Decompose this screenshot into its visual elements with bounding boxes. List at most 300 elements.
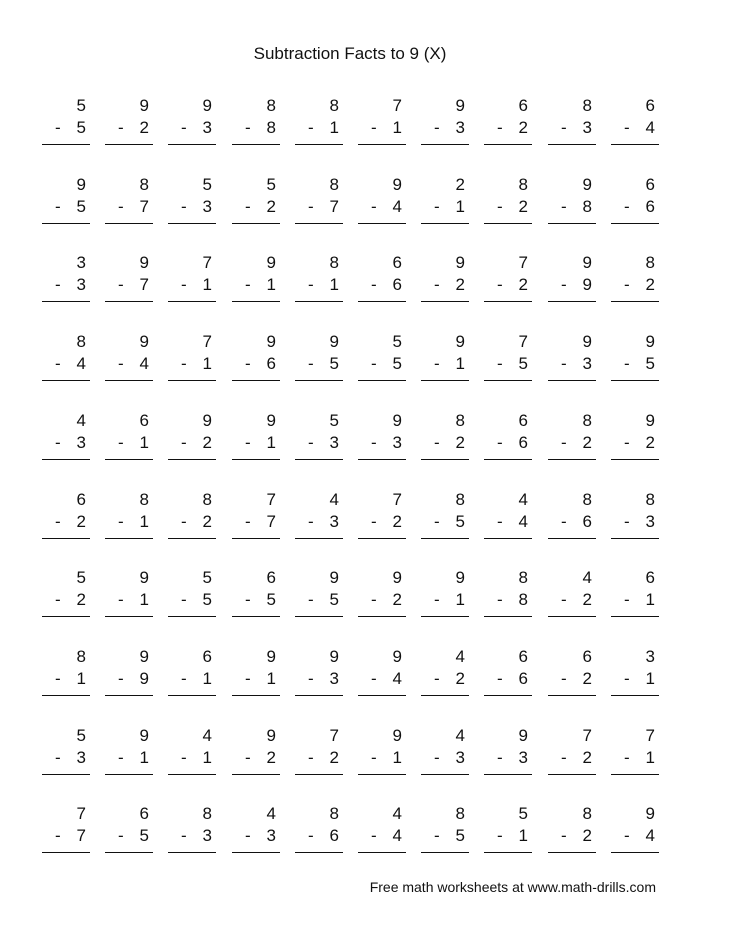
subtraction-problem: [42, 804, 90, 864]
subtraction-problem: [421, 568, 469, 628]
subtrahend: 5: [455, 512, 465, 531]
subtraction-problem: [168, 647, 216, 707]
answer-line: [358, 459, 406, 460]
minus-sign: -: [181, 748, 187, 767]
subtrahend: 1: [266, 669, 276, 688]
subtrahend: 4: [392, 669, 402, 688]
minus-sign: -: [624, 748, 630, 767]
minus-sign: -: [561, 433, 567, 452]
minuend: 6: [518, 96, 528, 115]
answer-line: [611, 538, 659, 539]
minuend: 9: [139, 332, 149, 351]
subtraction-problem: [42, 647, 90, 707]
subtrahend: 5: [518, 354, 528, 373]
subtraction-problem: [232, 253, 280, 313]
subtraction-problem: [105, 253, 153, 313]
minuend: 4: [329, 490, 339, 509]
answer-line: [358, 616, 406, 617]
answer-line: [611, 301, 659, 302]
minus-sign: -: [624, 433, 630, 452]
subtraction-problem: [548, 490, 596, 550]
answer-line: [295, 616, 343, 617]
subtrahend: 1: [455, 590, 465, 609]
answer-line: [105, 774, 153, 775]
answer-line: [358, 380, 406, 381]
subtraction-problem: [358, 411, 406, 471]
subtraction-problem: [358, 253, 406, 313]
minus-sign: -: [181, 275, 187, 294]
minuend: 6: [518, 647, 528, 666]
minuend: 9: [582, 332, 592, 351]
subtraction-problem: [42, 726, 90, 786]
subtrahend: 1: [139, 748, 149, 767]
minus-sign: -: [245, 197, 251, 216]
minuend: 8: [645, 490, 655, 509]
subtrahend: 1: [645, 669, 655, 688]
minuend: 8: [329, 253, 339, 272]
subtraction-problem: [232, 175, 280, 235]
subtrahend: 4: [139, 354, 149, 373]
minus-sign: -: [497, 354, 503, 373]
minuend: 8: [645, 253, 655, 272]
answer-line: [484, 616, 532, 617]
answer-line: [358, 144, 406, 145]
subtrahend: 5: [392, 354, 402, 373]
subtraction-problem: [484, 411, 532, 471]
minuend: 8: [76, 332, 86, 351]
subtrahend: 2: [392, 512, 402, 531]
subtraction-problem: [611, 175, 659, 235]
answer-line: [548, 144, 596, 145]
subtrahend: 2: [645, 275, 655, 294]
minus-sign: -: [371, 197, 377, 216]
minus-sign: -: [561, 275, 567, 294]
minus-sign: -: [245, 748, 251, 767]
subtraction-problem: [548, 647, 596, 707]
minus-sign: -: [371, 512, 377, 531]
subtraction-problem: [232, 332, 280, 392]
subtraction-problem: [42, 332, 90, 392]
subtrahend: 1: [645, 748, 655, 767]
answer-line: [358, 774, 406, 775]
minuend: 7: [266, 490, 276, 509]
minus-sign: -: [181, 669, 187, 688]
minus-sign: -: [371, 669, 377, 688]
subtrahend: 1: [392, 748, 402, 767]
minus-sign: -: [434, 433, 440, 452]
minuend: 9: [266, 726, 276, 745]
subtraction-problem: [42, 96, 90, 156]
minus-sign: -: [55, 590, 61, 609]
subtrahend: 2: [455, 669, 465, 688]
minuend: 6: [518, 411, 528, 430]
subtraction-problem: [484, 726, 532, 786]
minus-sign: -: [434, 197, 440, 216]
minuend: 8: [582, 96, 592, 115]
minus-sign: -: [561, 826, 567, 845]
subtrahend: 1: [455, 197, 465, 216]
subtrahend: 3: [329, 433, 339, 452]
minuend: 9: [139, 726, 149, 745]
subtraction-problem: [295, 490, 343, 550]
minuend: 9: [329, 332, 339, 351]
answer-line: [168, 538, 216, 539]
footer-credit: Free math worksheets at www.math-drills.com: [369, 879, 656, 895]
subtrahend: 5: [329, 590, 339, 609]
minuend: 3: [645, 647, 655, 666]
minus-sign: -: [561, 748, 567, 767]
subtrahend: 1: [329, 118, 339, 137]
subtraction-problem: [168, 332, 216, 392]
minuend: 9: [455, 96, 465, 115]
minuend: 2: [455, 175, 465, 194]
minuend: 7: [202, 332, 212, 351]
minus-sign: -: [371, 590, 377, 609]
answer-line: [295, 223, 343, 224]
minuend: 7: [329, 726, 339, 745]
minus-sign: -: [371, 433, 377, 452]
minuend: 9: [202, 96, 212, 115]
subtrahend: 1: [202, 354, 212, 373]
subtrahend: 1: [329, 275, 339, 294]
minuend: 8: [139, 175, 149, 194]
minuend: 8: [329, 175, 339, 194]
minus-sign: -: [55, 433, 61, 452]
answer-line: [295, 538, 343, 539]
answer-line: [168, 616, 216, 617]
minus-sign: -: [245, 590, 251, 609]
subtrahend: 3: [329, 512, 339, 531]
minus-sign: -: [181, 433, 187, 452]
minus-sign: -: [245, 512, 251, 531]
subtrahend: 1: [202, 669, 212, 688]
answer-line: [295, 774, 343, 775]
subtrahend: 1: [518, 826, 528, 845]
minus-sign: -: [308, 118, 314, 137]
subtrahend: 1: [266, 433, 276, 452]
subtraction-problem: [168, 490, 216, 550]
answer-line: [105, 852, 153, 853]
minuend: 8: [329, 96, 339, 115]
minuend: 7: [518, 253, 528, 272]
subtraction-problem: [484, 175, 532, 235]
minus-sign: -: [434, 512, 440, 531]
answer-line: [548, 852, 596, 853]
subtrahend: 6: [266, 354, 276, 373]
subtraction-problem: [232, 647, 280, 707]
minus-sign: -: [55, 826, 61, 845]
minuend: 8: [139, 490, 149, 509]
minus-sign: -: [561, 197, 567, 216]
subtrahend: 1: [455, 354, 465, 373]
subtrahend: 4: [392, 197, 402, 216]
answer-line: [232, 380, 280, 381]
answer-line: [548, 301, 596, 302]
minus-sign: -: [118, 748, 124, 767]
answer-line: [611, 852, 659, 853]
minuend: 5: [266, 175, 276, 194]
subtraction-problem: [168, 726, 216, 786]
answer-line: [105, 301, 153, 302]
answer-line: [168, 695, 216, 696]
subtrahend: 1: [645, 590, 655, 609]
minus-sign: -: [497, 512, 503, 531]
subtraction-problem: [484, 804, 532, 864]
subtraction-problem: [358, 490, 406, 550]
answer-line: [358, 538, 406, 539]
subtraction-problem: [168, 804, 216, 864]
minus-sign: -: [308, 512, 314, 531]
minus-sign: -: [497, 275, 503, 294]
answer-line: [295, 144, 343, 145]
subtrahend: 2: [582, 590, 592, 609]
subtraction-problem: [611, 647, 659, 707]
minus-sign: -: [434, 354, 440, 373]
subtrahend: 5: [76, 197, 86, 216]
subtraction-problem: [295, 411, 343, 471]
subtraction-problem: [548, 726, 596, 786]
minuend: 5: [76, 96, 86, 115]
minuend: 8: [202, 804, 212, 823]
minuend: 9: [329, 647, 339, 666]
minuend: 9: [76, 175, 86, 194]
subtrahend: 1: [392, 118, 402, 137]
minus-sign: -: [371, 826, 377, 845]
minuend: 4: [266, 804, 276, 823]
answer-line: [232, 774, 280, 775]
answer-line: [548, 538, 596, 539]
minuend: 7: [392, 96, 402, 115]
minuend: 8: [202, 490, 212, 509]
subtraction-problem: [105, 647, 153, 707]
subtrahend: 1: [139, 512, 149, 531]
subtraction-problem: [168, 253, 216, 313]
minus-sign: -: [434, 748, 440, 767]
minuend: 7: [518, 332, 528, 351]
minus-sign: -: [118, 590, 124, 609]
answer-line: [484, 144, 532, 145]
minus-sign: -: [371, 275, 377, 294]
answer-line: [168, 301, 216, 302]
answer-line: [421, 538, 469, 539]
subtraction-problem: [611, 490, 659, 550]
answer-line: [42, 144, 90, 145]
minus-sign: -: [118, 118, 124, 137]
minuend: 9: [139, 647, 149, 666]
minuend: 9: [582, 175, 592, 194]
answer-line: [358, 301, 406, 302]
minus-sign: -: [371, 354, 377, 373]
subtrahend: 3: [202, 118, 212, 137]
subtraction-problem: [42, 568, 90, 628]
subtraction-problem: [42, 253, 90, 313]
answer-line: [484, 852, 532, 853]
subtrahend: 6: [582, 512, 592, 531]
answer-line: [105, 144, 153, 145]
subtraction-problem: [611, 804, 659, 864]
answer-line: [421, 223, 469, 224]
answer-line: [42, 301, 90, 302]
minuend: 4: [518, 490, 528, 509]
answer-line: [484, 695, 532, 696]
answer-line: [232, 223, 280, 224]
subtrahend: 5: [202, 590, 212, 609]
subtrahend: 2: [582, 826, 592, 845]
minus-sign: -: [434, 275, 440, 294]
minus-sign: -: [434, 669, 440, 688]
minuend: 6: [645, 568, 655, 587]
answer-line: [42, 616, 90, 617]
subtrahend: 2: [329, 748, 339, 767]
minus-sign: -: [245, 826, 251, 845]
subtraction-problem: [105, 726, 153, 786]
subtrahend: 3: [76, 748, 86, 767]
subtraction-problem: [611, 411, 659, 471]
subtrahend: 2: [518, 197, 528, 216]
answer-line: [105, 538, 153, 539]
minuend: 9: [645, 332, 655, 351]
minus-sign: -: [371, 118, 377, 137]
subtrahend: 8: [266, 118, 276, 137]
answer-line: [42, 774, 90, 775]
answer-line: [42, 459, 90, 460]
minus-sign: -: [245, 669, 251, 688]
minuend: 8: [582, 490, 592, 509]
subtrahend: 4: [518, 512, 528, 531]
subtraction-problem: [611, 726, 659, 786]
subtrahend: 2: [392, 590, 402, 609]
subtrahend: 2: [582, 748, 592, 767]
subtraction-problem: [168, 411, 216, 471]
subtraction-problem: [358, 96, 406, 156]
minus-sign: -: [118, 669, 124, 688]
subtrahend: 1: [202, 275, 212, 294]
minuend: 6: [266, 568, 276, 587]
minuend: 9: [645, 411, 655, 430]
minuend: 5: [392, 332, 402, 351]
minus-sign: -: [118, 512, 124, 531]
minuend: 6: [645, 175, 655, 194]
minuend: 5: [76, 568, 86, 587]
subtraction-problem: [105, 332, 153, 392]
answer-line: [105, 380, 153, 381]
subtraction-problem: [295, 647, 343, 707]
subtraction-problem: [105, 490, 153, 550]
subtraction-problem: [42, 490, 90, 550]
subtrahend: 2: [266, 748, 276, 767]
subtraction-problem: [611, 96, 659, 156]
minuend: 9: [266, 411, 276, 430]
subtraction-problem: [105, 568, 153, 628]
answer-line: [42, 380, 90, 381]
answer-line: [484, 774, 532, 775]
minus-sign: -: [624, 275, 630, 294]
subtrahend: 8: [518, 590, 528, 609]
minuend: 8: [455, 411, 465, 430]
minus-sign: -: [497, 669, 503, 688]
minus-sign: -: [118, 354, 124, 373]
answer-line: [421, 459, 469, 460]
subtrahend: 3: [202, 197, 212, 216]
minus-sign: -: [55, 512, 61, 531]
subtraction-problem: [421, 96, 469, 156]
answer-line: [295, 380, 343, 381]
subtraction-problem: [105, 411, 153, 471]
subtrahend: 6: [518, 669, 528, 688]
minuend: 8: [329, 804, 339, 823]
subtrahend: 7: [139, 197, 149, 216]
minuend: 6: [139, 411, 149, 430]
subtraction-problem: [295, 96, 343, 156]
minus-sign: -: [118, 275, 124, 294]
answer-line: [421, 852, 469, 853]
subtrahend: 3: [76, 275, 86, 294]
subtraction-problem: [105, 804, 153, 864]
minuend: 5: [329, 411, 339, 430]
subtraction-problem: [421, 804, 469, 864]
subtrahend: 3: [455, 118, 465, 137]
answer-line: [168, 459, 216, 460]
minuend: 5: [518, 804, 528, 823]
subtraction-problem: [548, 568, 596, 628]
minus-sign: -: [55, 118, 61, 137]
answer-line: [611, 380, 659, 381]
answer-line: [168, 852, 216, 853]
minus-sign: -: [497, 118, 503, 137]
minus-sign: -: [118, 433, 124, 452]
subtrahend: 5: [76, 118, 86, 137]
subtrahend: 5: [645, 354, 655, 373]
subtrahend: 9: [139, 669, 149, 688]
answer-line: [421, 695, 469, 696]
minuend: 8: [518, 175, 528, 194]
minuend: 4: [582, 568, 592, 587]
subtraction-problem: [232, 804, 280, 864]
minuend: 4: [455, 726, 465, 745]
minuend: 4: [392, 804, 402, 823]
minuend: 6: [582, 647, 592, 666]
subtraction-problem: [421, 726, 469, 786]
answer-line: [548, 774, 596, 775]
subtraction-problem: [421, 175, 469, 235]
subtraction-problem: [548, 411, 596, 471]
answer-line: [232, 695, 280, 696]
worksheet-title: Subtraction Facts to 9 (X): [253, 44, 447, 63]
subtrahend: 2: [582, 433, 592, 452]
answer-line: [42, 538, 90, 539]
answer-line: [295, 852, 343, 853]
minuend: 9: [518, 726, 528, 745]
minuend: 6: [202, 647, 212, 666]
minuend: 9: [139, 568, 149, 587]
answer-line: [484, 538, 532, 539]
subtrahend: 5: [455, 826, 465, 845]
answer-line: [421, 380, 469, 381]
subtraction-problem: [421, 647, 469, 707]
answer-line: [548, 695, 596, 696]
subtraction-problem: [611, 253, 659, 313]
answer-line: [548, 223, 596, 224]
subtraction-problem: [358, 647, 406, 707]
minuend: 8: [266, 96, 276, 115]
minuend: 6: [139, 804, 149, 823]
minuend: 9: [582, 253, 592, 272]
minus-sign: -: [181, 590, 187, 609]
answer-line: [548, 459, 596, 460]
minus-sign: -: [181, 118, 187, 137]
minuend: 6: [76, 490, 86, 509]
minuend: 9: [266, 647, 276, 666]
